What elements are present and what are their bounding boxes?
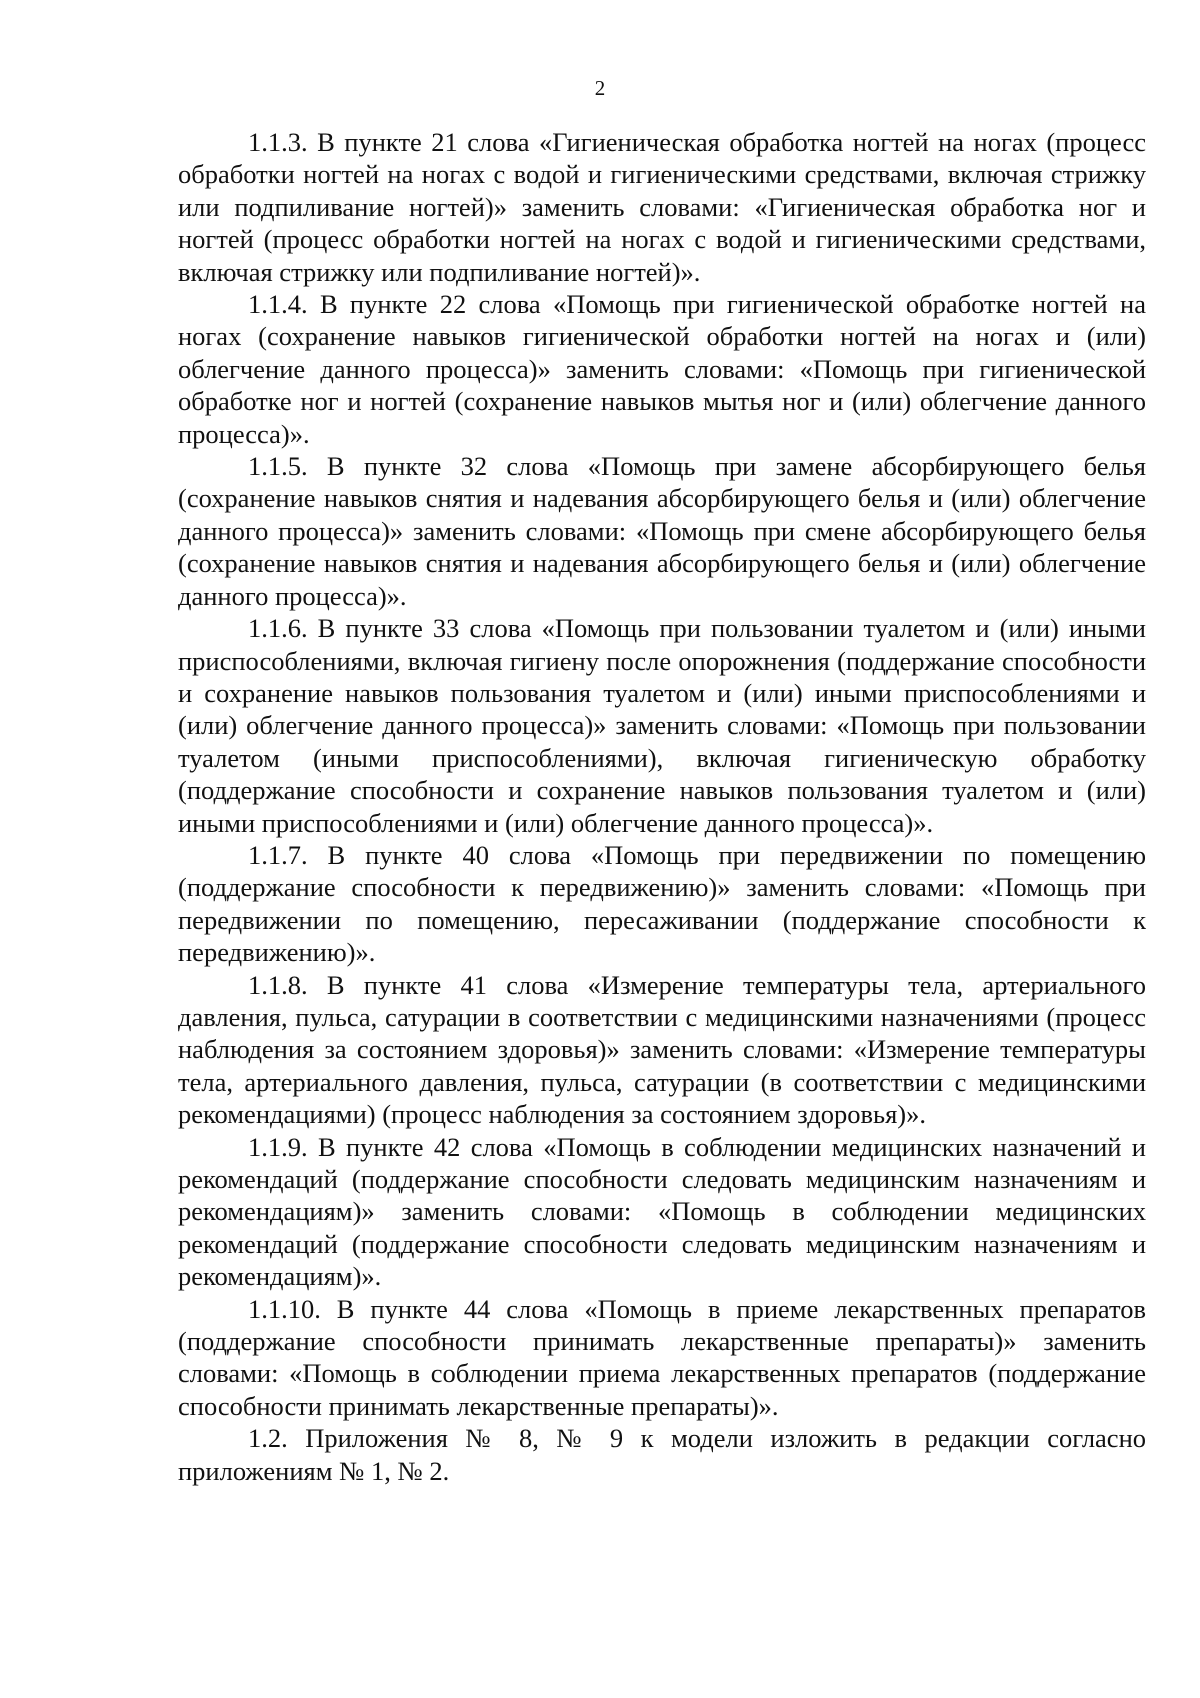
paragraph-1-1-5: 1.1.5. В пункте 32 слова «Помощь при замене абсорбирующего белья (сохранение навыков снятия и надевания абсорбирующего белья и (или) облегчение данного процесса)» заменить словами: «Помощь при смене абсорбирующего белья (сохранение навыков снятия и надевания абсорбирующего белья и (или) облегчение данного процесса)». [178,451,1146,611]
paragraph-1-1-4: 1.1.4. В пункте 22 слова «Помощь при гигиенической обработке ногтей на ногах (сохранение навыков гигиенической обработки ногтей на ногах и (или) облегчение данного процесса)» заменить словами: «Помощь при гигиенической обработке ног и ногтей (сохранение навыков мытья ног и (или) облегчение данного процесса)». [178,289,1146,449]
document-body [178,126,1146,1487]
paragraph-1-1-8: 1.1.8. В пункте 41 слова «Измерение температуры тела, артериального давления, пульса, сатурации в соответствии с медицинскими назначениями (процесс наблюдения за состоянием здоровья)» заменить словами: «Измерение температуры тела, артериального давления, пульса, сатурации (в соответствии с медицинскими рекомендациями) (процесс наблюдения за состоянием здоровья)». [178,969,1146,1130]
paragraph-1-2: 1.2. Приложения № 8, № 9 к модели изложить в редакции согласно приложениям № 1, № 2. [178,1423,1146,1486]
paragraph-1-1-10: 1.1.10. В пункте 44 слова «Помощь в приеме лекарственных препаратов (поддержание способности принимать лекарственные препараты)» заменить словами: «Помощь в соблюдении приема лекарственных препаратов (поддержание способности принимать лекарственные препараты)». [178,1293,1146,1421]
paragraph-1-1-3: 1.1.3. В пункте 21 слова «Гигиеническая обработка ногтей на ногах (процесс обработки ногтей на ногах с водой и гигиеническими средствами, включая стрижку или подпиливание ногтей)» заменить словами: «Гигиеническая обработка ног и ногтей (процесс обработки ногтей на ногах с водой и гигиеническими средствами, включая стрижку или подпиливание ногтей)». [178,127,1146,287]
paragraph-1-1-6: 1.1.6. В пункте 33 слова «Помощь при пользовании туалетом и (или) иными приспособлениями, включая гигиену после опорожнения (поддержание способности и сохранение навыков пользования туалетом и (или) иными приспособлениями и (или) облегчение данного процесса)» заменить словами: «Помощь при пользовании туалетом (иными приспособлениями), включая гигиеническую обработку (поддержание способности и сохранение навыков пользования туалетом и (или) иными приспособлениями и (или) облегчение данного процесса)». [178,613,1146,838]
paragraph-1-1-7: 1.1.7. В пункте 40 слова «Помощь при передвижении по помещению (поддержание способности к передвижению)» заменить словами: «Помощь при передвижении по помещению, пересаживании (поддержание способности к передвижению)». [178,839,1146,968]
paragraph-1-1-9: 1.1.9. В пункте 42 слова «Помощь в соблюдении медицинских назначений и рекомендаций (поддержание способности следовать медицинским назначениям и рекомендациям)» заменить словами: «Помощь в соблюдении медицинских рекомендаций (поддержание способности следовать медицинским назначениям и рекомендациям)». [178,1131,1146,1292]
page-number: 2 [594,76,606,100]
